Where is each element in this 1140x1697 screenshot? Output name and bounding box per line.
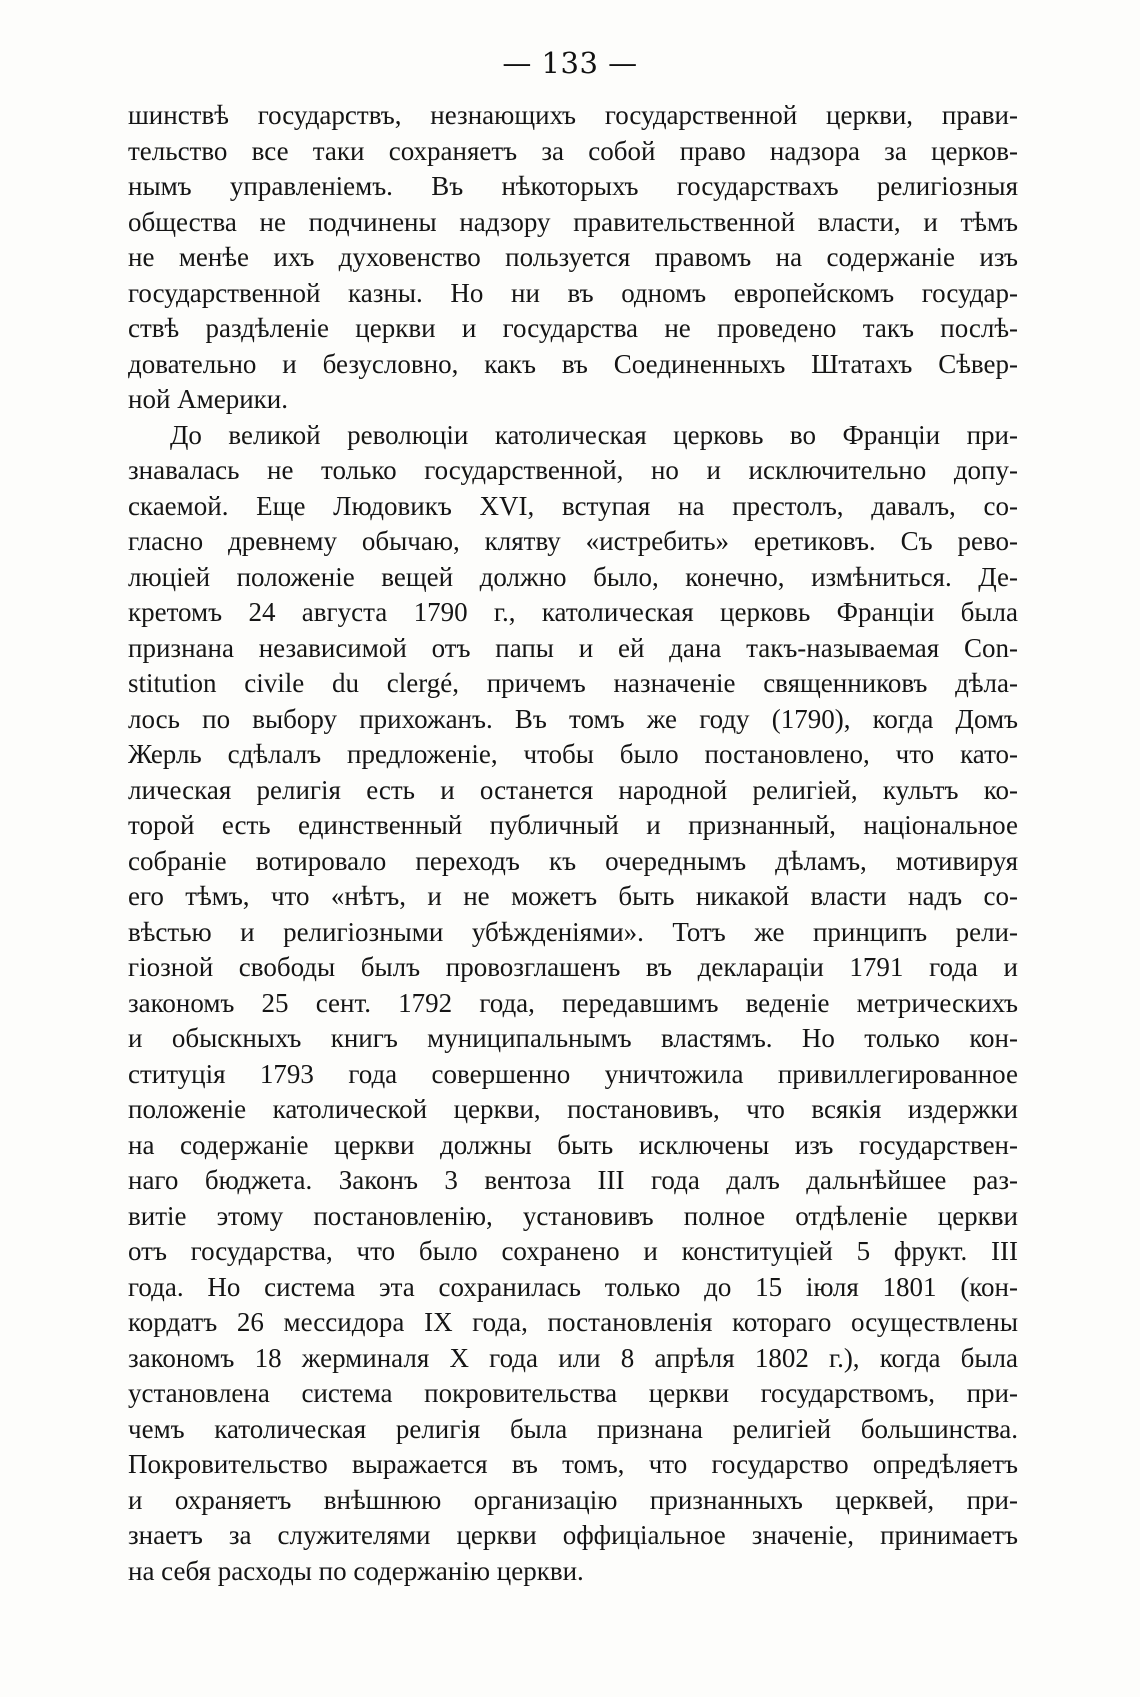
text-line: довательно и безусловно, какъ въ Соединенныхъ Штатахъ Сѣвер- bbox=[128, 348, 1018, 379]
text-line: кордатъ 26 мессидора IX года, постановленія котораго осуществлены bbox=[128, 1307, 1018, 1337]
text-line: его тѣмъ, что «нѣтъ, и не можетъ быть никакой власти надъ со- bbox=[128, 881, 1018, 911]
text-line: закономъ 18 жерминаля X года или 8 апрѣля 1802 г.), когда была bbox=[128, 1342, 1018, 1373]
text-line: скаемой. Еще Людовикъ XVI, вступая на престолъ, давалъ, со- bbox=[128, 490, 1018, 521]
text-line: гласно древнему обычаю, клятву «истребить» еретиковъ. Съ рево- bbox=[128, 526, 1018, 556]
text-line: положеніе католической церкви, постановивъ, что всякія издержки bbox=[128, 1094, 1018, 1124]
text-line: stitution civile du clergé, причемъ назначеніе священниковъ дѣла- bbox=[128, 668, 1018, 698]
text-line: признана независимой отъ папы и ей дана такъ-называемая Con- bbox=[128, 632, 1018, 663]
text-line: года. Но система эта сохранилась только до 15 іюля 1801 (кон- bbox=[128, 1271, 1018, 1302]
text-line: тельство все таки сохраняетъ за собой право надзора за церков- bbox=[128, 135, 1018, 166]
text-line: не менѣе ихъ духовенство пользуется правомъ на содержаніе изъ bbox=[128, 242, 1018, 272]
text-line: торой есть единственный публичный и признанный, національное bbox=[128, 810, 1018, 840]
text-line: Покровительство выражается въ томъ, что государство опредѣляетъ bbox=[128, 1449, 1018, 1479]
text-line: отъ государства, что было сохранено и конституціей 5 фрукт. III bbox=[128, 1236, 1018, 1266]
text-line: чемъ католическая религія была признана религіей большинства. bbox=[128, 1413, 1018, 1444]
text-line: ствѣ раздѣленіе церкви и государства не проведено такъ послѣ- bbox=[128, 313, 1018, 343]
text-line: на себя расходы по содержанію церкви. bbox=[128, 1555, 584, 1586]
text-line: ной Америки. bbox=[128, 384, 288, 414]
text-line: гіозной свободы былъ провозглашенъ въ деклараціи 1791 года и bbox=[128, 952, 1018, 982]
text-line: закономъ 25 сент. 1792 года, передавшимъ веденіе метрическихъ bbox=[128, 987, 1018, 1018]
text-line: витіе этому постановленію, установивъ полное отдѣленіе церкви bbox=[128, 1200, 1018, 1231]
text-line: и охраняетъ внѣшнюю организацію признанныхъ церквей, при- bbox=[128, 1484, 1018, 1515]
text-line: лось по выбору прихожанъ. Въ томъ же году (1790), когда Домъ bbox=[128, 703, 1018, 734]
text-line: на содержаніе церкви должны быть исключены изъ государствен- bbox=[128, 1129, 1018, 1160]
text-line: ституція 1793 года совершенно уничтожила привиллегированное bbox=[128, 1058, 1018, 1089]
text-line: нымъ управленіемъ. Въ нѣкоторыхъ государствахъ религіозныя bbox=[128, 171, 1018, 201]
text-line: До великой революціи католическая церковь во Франціи при- bbox=[170, 419, 1018, 450]
body-text bbox=[128, 98, 1018, 1589]
text-line: наго бюджета. Законъ 3 вентоза III года далъ дальнѣйшее раз- bbox=[128, 1165, 1018, 1195]
text-line: собраніе вотировало переходъ къ очереднымъ дѣламъ, мотивируя bbox=[128, 845, 1018, 876]
text-line: лическая религія есть и останется народной религіей, культъ ко- bbox=[128, 774, 1018, 805]
paragraph-1 bbox=[128, 98, 1018, 418]
text-line: шинствѣ государствъ, незнающихъ государственной церкви, прави- bbox=[128, 100, 1018, 130]
text-line: знавалась не только государственной, но и исключительно допу- bbox=[128, 455, 1018, 485]
text-line: знаетъ за служителями церкви оффиціальное значеніе, принимаетъ bbox=[128, 1520, 1018, 1550]
text-line: установлена система покровительства церкви государствомъ, при- bbox=[128, 1378, 1018, 1408]
paragraph-2 bbox=[128, 418, 1018, 1590]
text-line: кретомъ 24 августа 1790 г., католическая церковь Франціи была bbox=[128, 597, 1018, 627]
text-line: общества не подчинены надзору правительственной власти, и тѣмъ bbox=[128, 206, 1018, 237]
text-line: государственной казны. Но ни въ одномъ европейскомъ государ- bbox=[128, 277, 1018, 308]
page-number: — 133 — bbox=[502, 46, 638, 80]
text-line: и обыскныхъ книгъ муниципальнымъ властямъ. Но только кон- bbox=[128, 1023, 1018, 1053]
text-line: Жерль сдѣлалъ предложеніе, чтобы было постановлено, что като- bbox=[128, 739, 1018, 769]
text-line: вѣстью и религіозными убѣжденіями». Тотъ же принципъ рели- bbox=[128, 916, 1018, 947]
text-line: люціей положеніе вещей должно было, конечно, измѣниться. Де- bbox=[128, 561, 1018, 592]
